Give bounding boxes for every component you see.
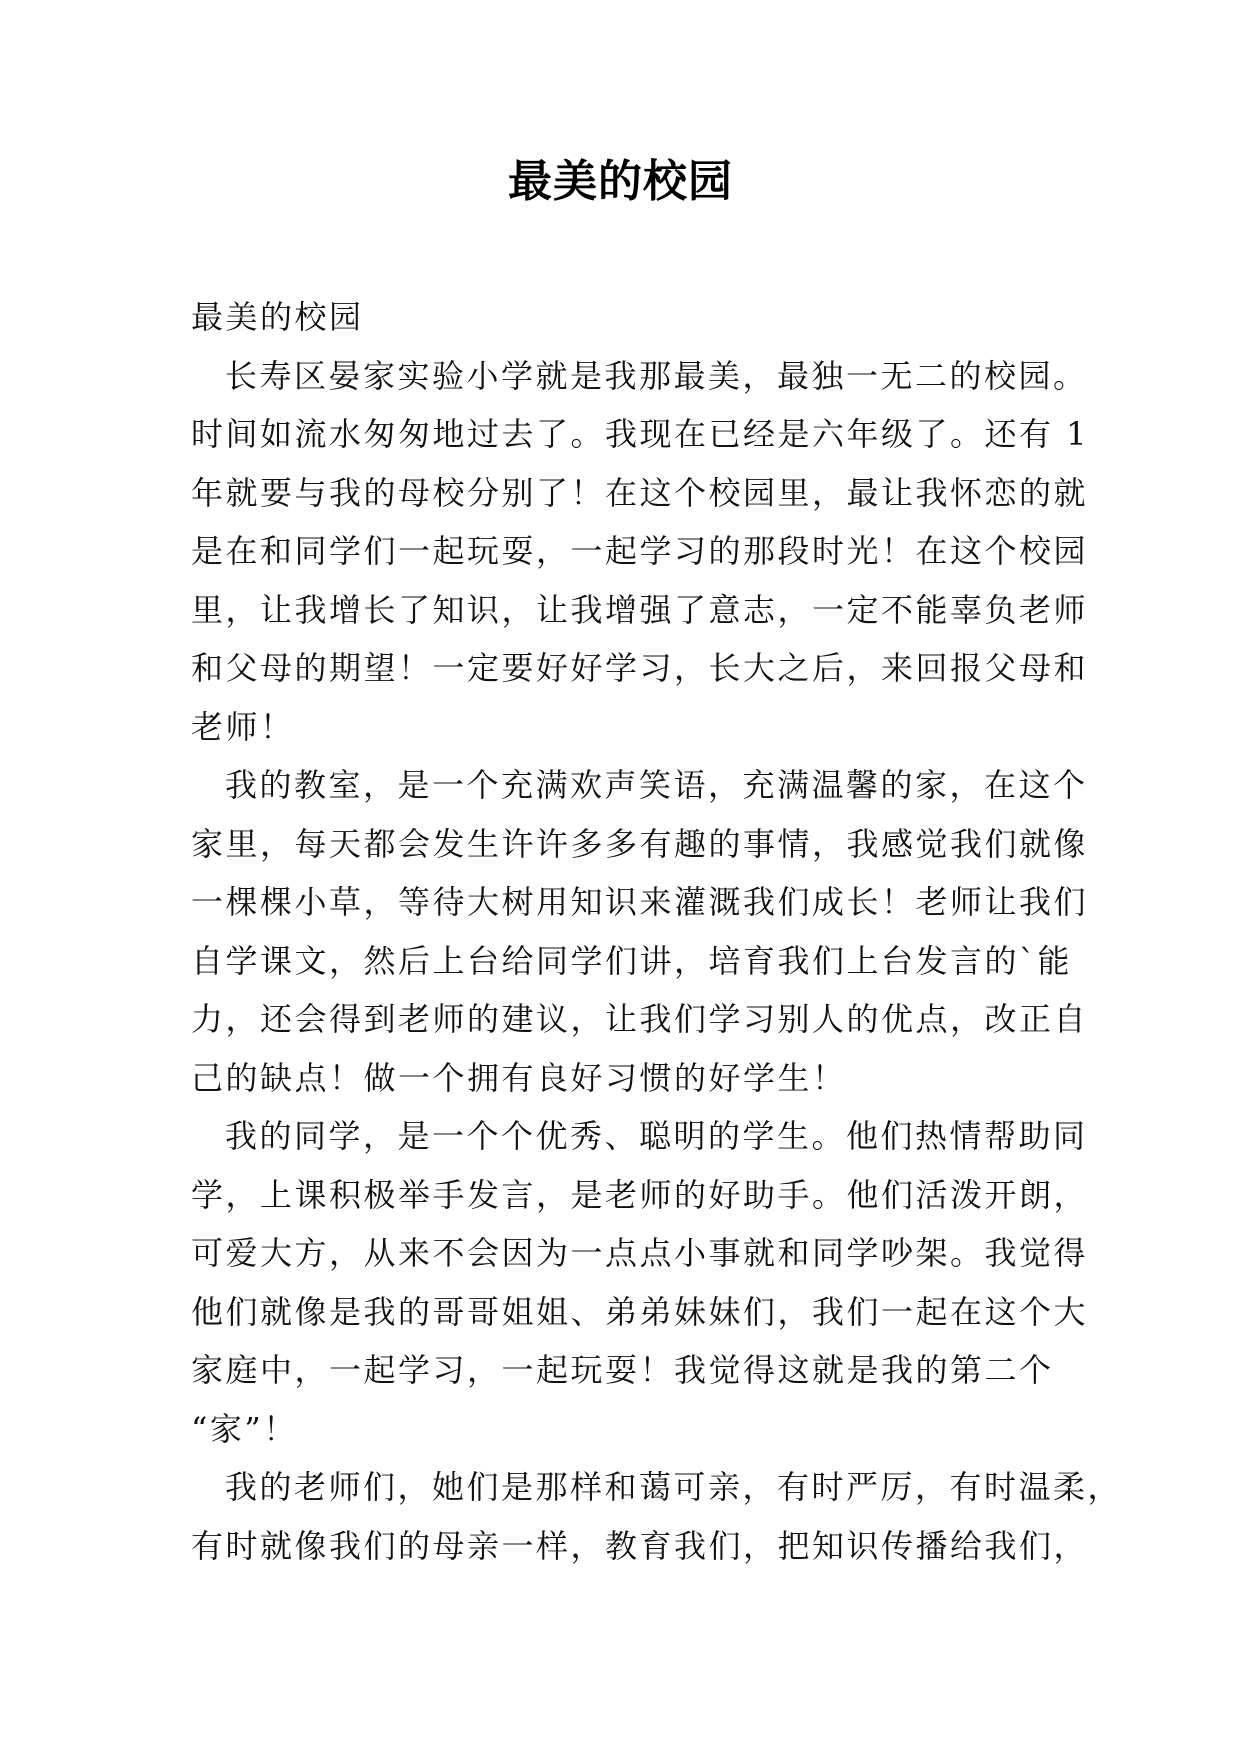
- paragraph-line: 年就要与我的母校分别了！在这个校园里，最让我怀恋的就: [191, 473, 1089, 512]
- paragraph-line: 老师！: [191, 707, 295, 746]
- paragraph-line: 我的教室，是一个充满欢声笑语，充满温馨的家，在这个: [225, 766, 1088, 804]
- document-body: [191, 288, 1123, 1575]
- paragraph-line: 是在和同学们一起玩耍，一起学习的那段时光！在这个校园: [191, 532, 1089, 570]
- paragraph-line: “家”！: [191, 1409, 298, 1448]
- paragraph-line: 我的老师们，她们是那样和蔼可亲，有时严厉，有时温柔，: [225, 1468, 1123, 1506]
- subtitle-line: 最美的校园: [191, 298, 364, 336]
- paragraph-line: 家庭中，一起学习，一起玩耍！我觉得这就是我的第二个: [191, 1351, 1054, 1389]
- paragraph-line: 有时就像我们的母亲一样，教育我们，把知识传播给我们，: [191, 1526, 1089, 1565]
- document-title: 最美的校园: [508, 156, 733, 207]
- paragraph-line: 自学课文，然后上台给同学们讲，培育我们上台发言的`能: [191, 941, 1073, 980]
- paragraph-line: 他们就像是我的哥哥姐姐、弟弟妹妹们，我们一起在这个大: [191, 1292, 1089, 1331]
- paragraph-line: 和父母的期望！一定要好好学习，长大之后，来回报父母和: [191, 649, 1089, 687]
- paragraph-line: 长寿区晏家实验小学就是我那最美，最独一无二的校园。: [225, 356, 1088, 395]
- paragraph-line: 时间如流水匆匆地过去了。我现在已经是六年级了。还有 1: [191, 415, 1090, 453]
- paragraph-line: 己的缺点！做一个拥有良好习惯的好学生！: [191, 1058, 847, 1097]
- paragraph-line: 可爱大方，从来不会因为一点点小事就和同学吵架。我觉得: [191, 1234, 1089, 1272]
- paragraph-line: 学，上课积极举手发言，是老师的好助手。他们活泼开朗，: [191, 1175, 1089, 1214]
- paragraph-line: 里，让我增长了知识，让我增强了意志，一定不能辜负老师: [191, 590, 1089, 629]
- paragraph-line: 力，还会得到老师的建议，让我们学习别人的优点，改正自: [191, 1000, 1089, 1038]
- paragraph-line: 我的同学，是一个个优秀、聪明的学生。他们热情帮助同: [225, 1117, 1088, 1155]
- paragraph-line: 家里，每天都会发生许许多多有趣的事情，我感觉我们就像: [191, 824, 1089, 863]
- paragraph-line: 一棵棵小草，等待大树用知识来灌溉我们成长！老师让我们: [191, 883, 1089, 921]
